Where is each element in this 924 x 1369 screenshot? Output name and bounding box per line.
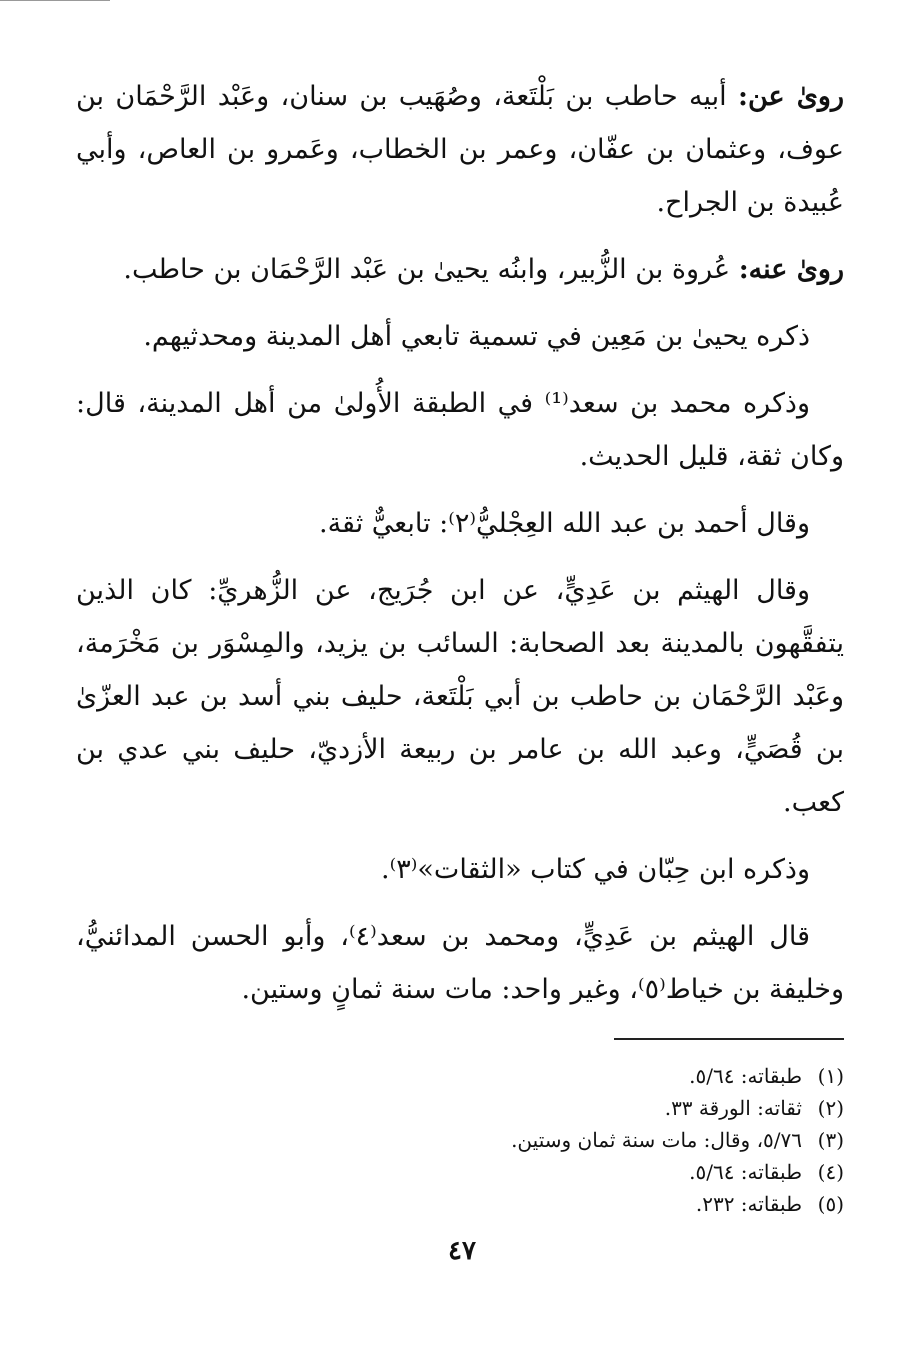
footnote-number: (٥) [817, 1192, 844, 1216]
footnote-item [76, 1156, 844, 1188]
top-edge-line [0, 0, 110, 1]
footnote-text: طبقاته: ٥/٦٤. [689, 1160, 802, 1184]
footnote-text: ٥/٧٦، وقال: مات سنة ثمان وستين. [511, 1128, 802, 1152]
footnotes-list [76, 1060, 844, 1220]
footnote-item [76, 1060, 844, 1092]
footnote-item [76, 1092, 844, 1124]
paragraph-ibn-main: ذكره يحيىٰ بن مَعِين في تسمية تابعي أهل المدينة ومحدثيهم. [143, 321, 810, 352]
label-narrated-from: روىٰ عن: [738, 81, 844, 112]
paragraph-haytham-zuhri: وقال الهيثم بن عَدِيٍّ، عن ابن جُرَيج، عن الزُّهريِّ: كان الذين يتفقَّهون بالمدينة بعد الصحابة: السائب بن يزيد، والمِسْوَر بن مَخْرَمة، وعَبْد الرَّحْمَان بن حاطب بن أبي بَلْتَعة، حليف بني أسد بن عبد العزّىٰ بن قُصَيٍّ، وعبد الله بن عامر بن ربيعة الأزديّ، حليف بني عدي بن كعب. [76, 575, 844, 818]
page-number: ٤٧ [448, 1236, 476, 1266]
paragraph-ibn-saad: وذكره محمد بن سعد⁽¹⁾ في الطبقة الأُولىٰ من أهل المدينة، قال: وكان ثقة، قليل الحديث. [76, 388, 844, 472]
footnote-number: (٤) [817, 1160, 844, 1184]
text-narrated-by: عُروة بن الزُّبير، وابنُه يحيىٰ بن عَبْد الرَّحْمَان بن حاطب. [123, 254, 739, 285]
footnote-text: ثقاته: الورقة ٣٣. [664, 1096, 802, 1120]
paragraph-narrated-by [76, 243, 844, 296]
footnote-item [76, 1124, 844, 1156]
label-narrated-by: روىٰ عنه: [738, 254, 844, 285]
footnote-text: طبقاته: ٥/٦٤. [689, 1064, 802, 1088]
page-body [76, 70, 844, 1220]
paragraph-ibn-hibban: وذكره ابن حِبّان في كتاب «الثقات»⁽٣⁾. [381, 854, 810, 885]
paragraph-ijli: وقال أحمد بن عبد الله العِجْليُّ⁽٢⁾: تابعيٌّ ثقة. [318, 508, 810, 539]
footnote-item [76, 1188, 844, 1220]
paragraph-narrated-from [76, 70, 844, 229]
footnote-separator [614, 1038, 844, 1040]
paragraph-death-date: قال الهيثم بن عَدِيٍّ، ومحمد بن سعد⁽٤⁾، وأبو الحسن المدائنيُّ، وخليفة بن خياط⁽٥⁾، وغير واحد: مات سنة ثمانٍ وستين. [76, 921, 844, 1005]
footnote-number: (٢) [817, 1096, 844, 1120]
footnote-number: (١) [817, 1064, 844, 1088]
footnote-text: طبقاته: ٢٣٢. [695, 1192, 802, 1216]
footnote-number: (٣) [817, 1128, 844, 1152]
text-narrated-from: أبيه حاطب بن بَلْتَعة، وصُهَيب بن سنان، وعَبْد الرَّحْمَان بن عوف، وعثمان بن عفّان، وعمر بن الخطاب، وعَمرو بن العاص، وأبي عُبيدة بن الجراح. [76, 81, 844, 218]
